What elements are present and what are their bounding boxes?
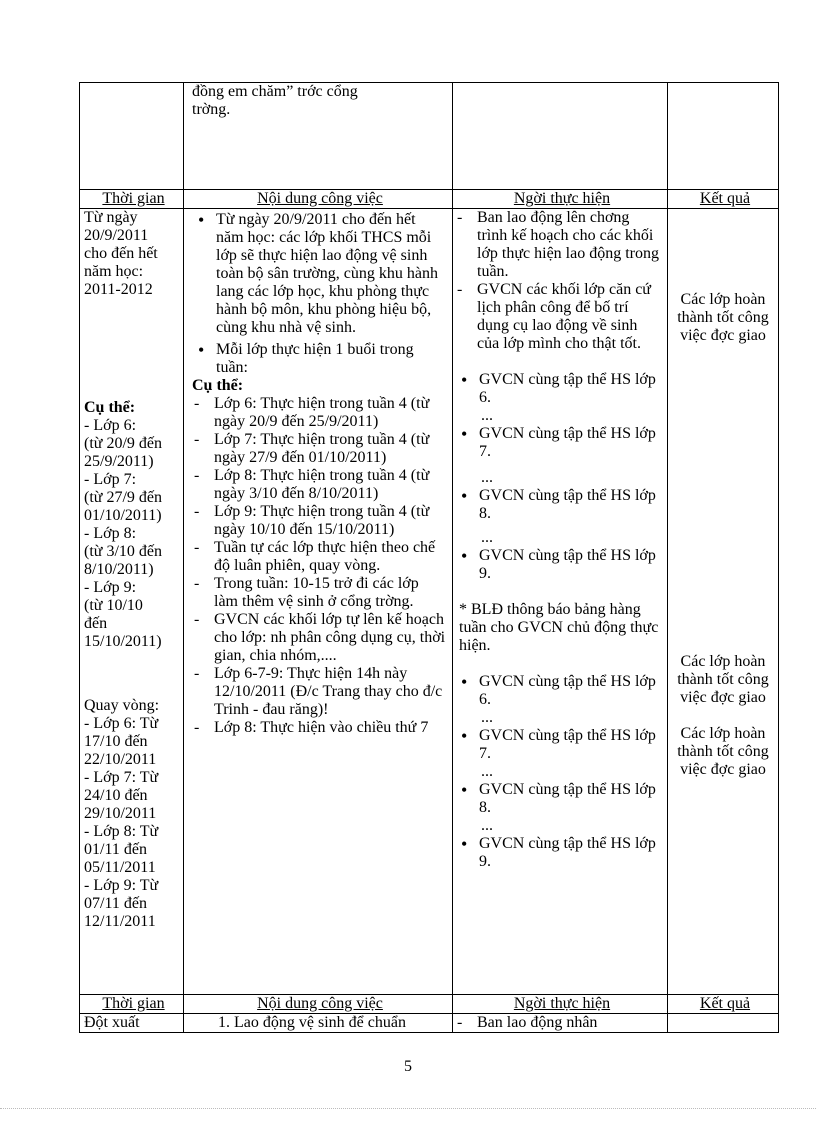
ellipsis: ... — [481, 709, 493, 726]
cell-time — [80, 209, 184, 995]
who-note: * BLĐ thông báo bảng hàng tuần cho GVCN chủ động thực hiện. — [459, 601, 659, 654]
text-line: 01/11 đến — [84, 841, 147, 858]
content-dash-9: - Lớp 8: Thực hiện vào chiều thứ 7 — [192, 719, 446, 737]
text-line: 01/10/2011) — [84, 507, 162, 524]
text-line: - Lớp 7: Từ — [84, 769, 159, 786]
text-line: - Lớp 6: Từ — [84, 715, 159, 732]
who-dash-2: - GVCN các khối lớp căn cứ lịch phân công để bố trí dụng cụ lao động về sinh của lớp mình cho thật tốt. — [455, 281, 661, 353]
text-line: 2011-2012 — [84, 281, 153, 298]
header-row-2 — [80, 995, 779, 1014]
content-dash-3: - Lớp 8: Thực hiện trong tuần 4 (từ ngày 3/10 đến 8/10/2011) — [192, 467, 446, 503]
text-line: đồng em chăm” trớc cổng — [192, 83, 358, 100]
text-line: 05/11/2011 — [84, 859, 156, 876]
text-line: Quay vòng: — [84, 697, 160, 714]
header-result: Kết quả — [668, 190, 779, 209]
header-row — [80, 190, 779, 209]
ellipsis: ... — [481, 407, 493, 424]
who-g2-item-2: • GVCN cùng tập thể HS lớp 7. — [455, 727, 661, 763]
who-g1-item-2: • GVCN cùng tập thể HS lớp 7. — [455, 425, 661, 461]
ellipsis: ... — [481, 529, 493, 546]
work-schedule-table — [79, 82, 779, 1033]
who-g2-item-3: • GVCN cùng tập thể HS lớp 8. — [455, 781, 661, 817]
content-cuthe-label: Cụ thể: — [192, 377, 244, 394]
header-content: Nội dung công việc — [184, 190, 453, 209]
content-dash-8: - Lớp 6-7-9: Thực hiện 14h này 12/10/2011 (Đ/c Trang thay cho đ/c Trinh - đau răng)! — [192, 665, 446, 719]
header-content: Nội dung công việc — [184, 995, 453, 1014]
continuation-row — [80, 83, 779, 190]
time-intro — [84, 209, 183, 299]
text-line: 8/10/2011) — [84, 561, 154, 578]
result-3: Các lớp hoàn thành tốt công việc đợc giao — [677, 725, 769, 778]
text-line: 07/11 đến — [84, 895, 147, 912]
who-g1-item-4: • GVCN cùng tập thể HS lớp 9. — [455, 547, 661, 583]
content-bullet-1: • Từ ngày 20/9/2011 cho đến hết năm học: các lớp khối THCS mỗi lớp sẽ thực hiện lao động vệ sinh toàn bộ sân trường, cùng khu hành lang các lớp học, khu phòng thực hành bộ môn, khu phòng hiệu bộ, cùng khu nhà vệ sinh. — [192, 211, 446, 337]
last-content: 1. Lao động vệ sinh để chuẩn — [184, 1014, 453, 1033]
time-quay — [84, 697, 183, 931]
cell-content — [184, 209, 453, 995]
text-line: (từ 3/10 đến — [84, 543, 162, 560]
text-line: 12/11/2011 — [84, 913, 156, 930]
who-g1-item-3: • GVCN cùng tập thể HS lớp 8. — [455, 487, 661, 523]
cell-who — [453, 209, 668, 995]
header-who: Ngời thực hiện — [453, 190, 668, 209]
result-2: Các lớp hoàn thành tốt công việc đợc giao — [677, 653, 769, 706]
text-line: (từ 10/10 — [84, 597, 143, 614]
page-bottom-dotted-line — [0, 1108, 816, 1109]
text-line: 29/10/2011 — [84, 805, 157, 822]
text-line: 15/10/2011) — [84, 633, 162, 650]
text-line: Từ ngày — [84, 209, 138, 226]
content-bullet-2: • Mỗi lớp thực hiện 1 buổi trong tuần: — [192, 341, 446, 377]
text-line: - Lớp 7: — [84, 471, 137, 488]
last-time: Đột xuất — [80, 1014, 184, 1033]
text-line: - Lớp 8: Từ — [84, 823, 159, 840]
text-line: 22/10/2011 — [84, 751, 157, 768]
text-line: trờng. — [192, 101, 231, 118]
text-line: 17/10 đến — [84, 733, 148, 750]
text-line: 25/9/2011) — [84, 453, 154, 470]
cell-empty — [453, 83, 668, 190]
last-row — [80, 1014, 779, 1033]
last-who-dash: - Ban lao động nhân — [455, 1014, 667, 1032]
who-g1-item-1: • GVCN cùng tập thể HS lớp 6. — [455, 371, 661, 407]
text-line: 20/9/2011 — [84, 227, 149, 244]
text-line: (từ 20/9 đến — [84, 435, 162, 452]
content-dash-2: - Lớp 7: Thực hiện trong tuần 4 (từ ngày 27/9 đến 01/10/2011) — [192, 431, 446, 467]
who-g2-item-1: • GVCN cùng tập thể HS lớp 6. — [455, 673, 661, 709]
text-line: - Lớp 9: — [84, 579, 137, 596]
page-number: 5 — [404, 1058, 412, 1075]
main-row — [80, 209, 779, 995]
last-result — [668, 1014, 779, 1033]
text-line: - Lớp 8: — [84, 525, 137, 542]
text-line: cho đến hết — [84, 245, 158, 262]
cuthe-label: Cụ thể: — [84, 399, 136, 416]
text-line: (từ 27/9 đến — [84, 489, 162, 506]
cell-continued-content — [184, 83, 453, 190]
time-cuthe — [84, 417, 183, 651]
text-line: 24/10 đến — [84, 787, 148, 804]
text-line: năm học: — [84, 263, 144, 280]
header-time: Thời gian — [80, 190, 184, 209]
text-line: - Lớp 9: Từ — [84, 877, 159, 894]
cell-result — [668, 209, 779, 995]
content-dash-4: - Lớp 9: Thực hiện trong tuần 4 (từ ngày 10/10 đến 15/10/2011) — [192, 503, 446, 539]
content-dash-7: - GVCN các khối lớp tự lên kế hoạch cho lớp: nh phân công dụng cụ, thời gian, chia nhóm,.... — [192, 611, 446, 665]
content-dash-1: - Lớp 6: Thực hiện trong tuần 4 (từ ngày 20/9 đến 25/9/2011) — [192, 395, 446, 431]
text-line: đến — [84, 615, 108, 632]
cell-empty — [668, 83, 779, 190]
content-dash-5: - Tuần tự các lớp thực hiện theo chế độ luân phiên, quay vòng. — [192, 539, 446, 575]
content-dash-6: - Trong tuần: 10-15 trở đi các lớp làm thêm vệ sinh ở cổng trờng. — [192, 575, 446, 611]
ellipsis: ... — [481, 817, 493, 834]
ellipsis: ... — [481, 763, 493, 780]
who-g2-item-4: • GVCN cùng tập thể HS lớp 9. — [455, 835, 661, 871]
ellipsis: ... — [481, 469, 493, 486]
header-time: Thời gian — [80, 995, 184, 1014]
last-who — [453, 1014, 668, 1033]
text-line: - Lớp 6: — [84, 417, 137, 434]
header-result: Kết quả — [668, 995, 779, 1014]
who-dash-1: - Ban lao động lên chơng trình kế hoạch cho các khối lớp thực hiện lao động trong tuần. — [455, 209, 661, 281]
result-1: Các lớp hoàn thành tốt công việc đợc giao — [677, 291, 769, 344]
header-who: Ngời thực hiện — [453, 995, 668, 1014]
cell-empty — [80, 83, 184, 190]
